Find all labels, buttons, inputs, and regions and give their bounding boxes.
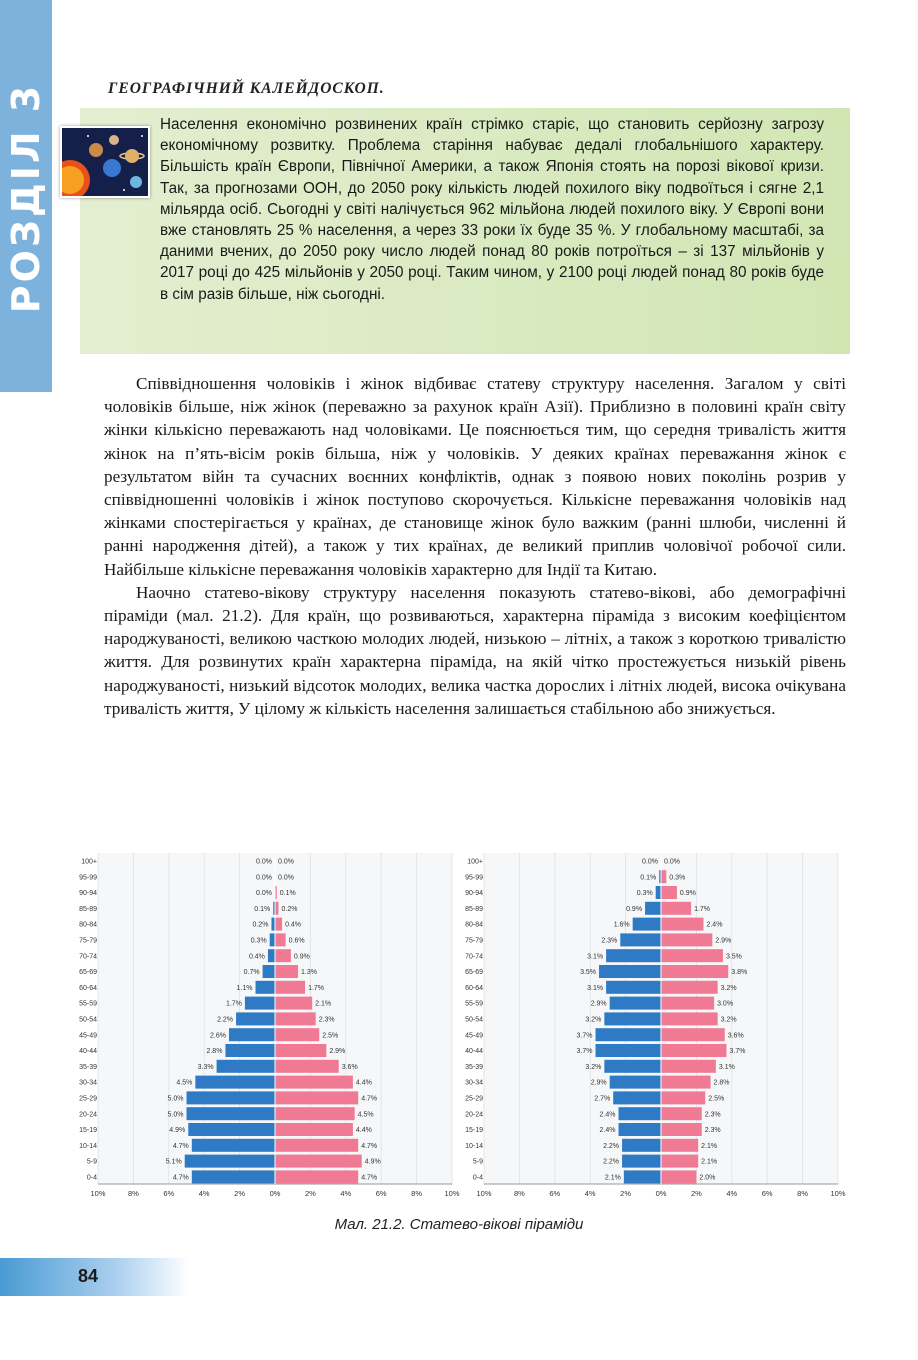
pyramid-1-female-bar	[275, 1012, 316, 1025]
pyramid-1-male-label: 1.7%	[225, 1000, 242, 1008]
pyramid-1-x-tick-label: 2%	[304, 1189, 316, 1198]
pyramid-1-age-label: 90-94	[79, 890, 97, 898]
pyramid-1-male-label: 5.0%	[167, 1095, 184, 1103]
pyramid-1-female-bar	[275, 1091, 358, 1104]
pyramid-1-female-bar	[275, 981, 305, 994]
kaleidoscope-paragraph: Населення економічно розвинених країн стрімко старіє, що становить серйозну загрозу економічному розвитку. Проблема старіння набуває дедалі глобальнішого характеру. Більшість країн Європи, Північної Америки, а також Японія стоять на порозі вікової кризи. Так, за прогнозами ООН, до 2050 року кількість людей похилого віку подвоїться і сягне 2,1 мільярда осіб. Сьогодні у світі налічується 962 мільйона людей похилого віку. У Європі вони вже становлять 25 % населення, а через 33 роки їх буде 35 %. У глобальному масштабі, за даними вчених, до 2050 року число людей понад 80 років потроїться – зі 137 мільйонів у 2017 році до 425 мільйонів у 2050 році. Таким чином, у 2100 році людей понад 80 років буде в сім разів більше, ніж сьогодні.	[160, 116, 824, 303]
pyramid-2-male-label: 0.9%	[626, 905, 643, 913]
pyramid-2-male-bar	[620, 933, 661, 946]
pyramid-1-female-label: 3.6%	[341, 1063, 358, 1071]
pyramid-1-female-bar	[275, 933, 286, 946]
pyramid-2-age-label: 70-74	[465, 953, 483, 961]
pyramid-1-age-label: 15-19	[79, 1127, 97, 1135]
pyramid-2-x-tick-label: 2%	[620, 1189, 632, 1198]
pyramid-1-x-tick-label: 6%	[375, 1189, 387, 1198]
pyramid-2-male-bar	[599, 965, 661, 978]
pyramid-1-age-label: 0-4	[86, 1174, 97, 1182]
pyramid-1-male-label: 0.3%	[250, 937, 267, 945]
pyramid-1-age-label: 85-89	[79, 905, 97, 913]
pyramid-2-female-bar	[661, 1060, 716, 1073]
pyramid-2-male-label: 3.1%	[587, 953, 604, 961]
pyramid-1-female-bar	[275, 1107, 355, 1120]
pyramid-1-x-tick-label: 10%	[90, 1189, 106, 1198]
pyramid-2-age-label: 85-89	[465, 905, 483, 913]
pyramid-1-male-bar	[268, 949, 275, 962]
pyramid-2-female-bar	[661, 1044, 726, 1057]
pyramid-1-male-label: 0.7%	[243, 969, 260, 977]
pyramid-2-female-bar	[661, 1012, 718, 1025]
pyramid-1-age-label: 100+	[81, 858, 97, 866]
pyramid-1-male-bar	[256, 981, 275, 994]
pyramid-1-age-label: 40-44	[79, 1048, 97, 1056]
pyramid-2-female-label: 3.8%	[731, 969, 748, 977]
paragraph-1: Співвідношення чоловіків і жінок відбиває статеву структуру населення. Загалом у світі чоловіків більше, ніж жінок (переважно за рахунок країн Азії). Приблизно в половині країн світу жінки кількісно переважають над чоловіками. Це пояснюється тим, що середня тривалість життя жінок на п’ять-вісім років більша, ніж у чоловіків. У деяких країнах переважання жінок є результатом війн та сучасних воєнних конфліктів, однак з появою нових поколінь розрив у співвідношенні чоловіків і жінок поступово скорочується. Кількісне переважання чоловіків над жінками спостерігається у країнах, де становище жінок було важким (ранні шлюби, численні й ранні народження дітей), а також у тих країнах, де великий приплив чоловічої робочої сили. Найбільше кількісне переважання чоловіків характерно для Індії та Китаю.	[104, 374, 846, 579]
pyramid-2-female-label: 2.1%	[701, 1158, 718, 1166]
pyramid-2-male-bar	[613, 1091, 661, 1104]
pyramid-2-male-label: 0.0%	[642, 858, 658, 866]
pyramid-1-age-label: 95-99	[79, 874, 97, 882]
pyramid-1-female-label: 4.5%	[357, 1111, 374, 1119]
pyramid-2-female-bar	[661, 886, 677, 899]
pyramid-2-female-label: 3.7%	[729, 1048, 746, 1056]
pyramid-2-male-bar	[604, 1060, 661, 1073]
pyramid-2-male-label: 3.7%	[576, 1048, 593, 1056]
pyramid-1-age-label: 55-59	[79, 1000, 97, 1008]
pyramid-1-male-bar	[225, 1044, 275, 1057]
pyramid-1-age-label: 10-14	[79, 1142, 97, 1150]
main-text	[104, 372, 846, 720]
pyramid-1-male-bar	[229, 1028, 275, 1041]
pyramid-2-male-label: 2.1%	[604, 1174, 621, 1182]
pyramid-2-male-label: 2.2%	[603, 1158, 620, 1166]
pyramid-2-male-label: 1.6%	[613, 921, 630, 929]
pyramid-1-male-label: 4.9%	[169, 1127, 186, 1135]
pyramid-1-male-label: 0.0%	[256, 858, 272, 866]
pyramid-2-female-bar	[661, 918, 703, 931]
pyramid-1-male-label: 5.1%	[165, 1158, 182, 1166]
pyramid-1-male-bar	[192, 1170, 275, 1183]
pyramid-2-male-label: 0.3%	[636, 890, 653, 898]
pyramid-1-male-bar	[217, 1060, 275, 1073]
pyramid-1-female-bar	[275, 997, 312, 1010]
pyramid-2-male-bar	[619, 1107, 661, 1120]
pyramid-1-age-label: 50-54	[79, 1016, 97, 1024]
pyramid-1-female-label: 0.0%	[278, 874, 294, 882]
pyramid-2-male-label: 2.9%	[590, 1079, 607, 1087]
pyramid-2-female-label: 3.0%	[717, 1000, 734, 1008]
pyramid-1-male-bar	[195, 1076, 275, 1089]
pyramid-2-female-bar	[661, 902, 691, 915]
pyramid-2-female-label: 0.3%	[669, 874, 686, 882]
pyramid-1-male-bar	[192, 1139, 275, 1152]
pyramid-1-female-bar	[275, 918, 282, 931]
pyramid-2-female-label: 0.9%	[679, 890, 696, 898]
pyramid-1-age-label: 25-29	[79, 1095, 97, 1103]
figure-caption: Мал. 21.2. Статево-вікові піраміди	[334, 1216, 584, 1233]
pyramid-2-female-bar	[661, 1155, 698, 1168]
kaleidoscope-text	[160, 114, 824, 305]
pyramid-1-female-label: 0.1%	[279, 890, 296, 898]
pyramid-2-female-bar	[661, 1170, 696, 1183]
pyramid-1-male-label: 0.1%	[254, 905, 271, 913]
pyramid-2-female-bar	[661, 949, 723, 962]
pyramid-1-female-bar	[275, 1170, 358, 1183]
pyramid-2-male-label: 3.2%	[585, 1063, 602, 1071]
pyramid-2-male-bar	[624, 1170, 661, 1183]
pyramid-2-male-label: 3.1%	[587, 984, 604, 992]
pyramid-2-male-label: 2.3%	[601, 937, 618, 945]
pyramid-2-female-label: 2.9%	[715, 937, 732, 945]
pyramid-2-age-label: 90-94	[465, 890, 483, 898]
pyramid-1-male-label: 0.4%	[248, 953, 265, 961]
pyramid-1-female-bar	[275, 1028, 319, 1041]
pyramid-1-male-label: 0.0%	[256, 874, 272, 882]
pyramid-1-male-label: 3.3%	[197, 1063, 214, 1071]
pyramid-2-male-bar	[610, 1076, 661, 1089]
pyramid-2-female-bar	[661, 870, 666, 883]
pyramid-1-male-label: 2.2%	[217, 1016, 234, 1024]
pyramid-2-male-bar	[619, 1123, 661, 1136]
pyramids-chart	[76, 852, 852, 1202]
pyramid-1-age-label: 80-84	[79, 921, 97, 929]
pyramid-2-female-label: 2.1%	[701, 1142, 718, 1150]
pyramid-2-female-label: 1.7%	[694, 905, 711, 913]
pyramid-2-age-label: 40-44	[465, 1048, 483, 1056]
pyramid-1-female-label: 4.7%	[361, 1095, 378, 1103]
pyramid-2-male-label: 3.5%	[580, 969, 597, 977]
pyramid-1-female-label: 0.2%	[281, 905, 298, 913]
pyramid-2-age-label: 75-79	[465, 937, 483, 945]
pyramid-2-x-tick-label: 8%	[513, 1189, 525, 1198]
pyramid-2-age-label: 25-29	[465, 1095, 483, 1103]
pyramid-1-male-bar	[236, 1012, 275, 1025]
pyramid-1-x-tick-label: 6%	[163, 1189, 175, 1198]
pyramid-2-age-label: 35-39	[465, 1063, 483, 1071]
pyramid-1-female-bar	[275, 965, 298, 978]
pyramid-1-male-label: 2.8%	[206, 1048, 223, 1056]
pyramid-2-male-bar	[596, 1044, 661, 1057]
pyramid-1-female-label: 4.4%	[355, 1127, 372, 1135]
pyramid-2-female-bar	[661, 1107, 702, 1120]
pyramid-2-male-label: 0.1%	[640, 874, 657, 882]
pyramid-1-male-label: 1.1%	[236, 984, 253, 992]
pyramid-1-female-label: 4.4%	[355, 1079, 372, 1087]
pyramid-1-male-bar	[187, 1107, 276, 1120]
pyramid-2-age-label: 55-59	[465, 1000, 483, 1008]
pyramid-1-female-label: 4.7%	[361, 1174, 378, 1182]
pyramid-2-female-bar	[661, 965, 728, 978]
pyramid-1-x-tick-label: 8%	[127, 1189, 139, 1198]
pyramid-2-male-bar	[622, 1139, 661, 1152]
pyramid-2-male-bar	[610, 997, 661, 1010]
pyramid-1-female-label: 1.3%	[301, 969, 317, 977]
pyramid-2-female-label: 2.3%	[704, 1127, 721, 1135]
pyramid-2-female-bar	[661, 1076, 711, 1089]
pyramid-2-male-label: 2.4%	[599, 1111, 616, 1119]
pyramid-2-x-tick-label: 6%	[549, 1189, 561, 1198]
pyramid-1-age-label: 35-39	[79, 1063, 97, 1071]
pyramid-2-age-label: 45-49	[465, 1032, 483, 1040]
pyramid-2-age-label: 65-69	[465, 969, 483, 977]
pyramid-1-female-bar	[275, 1155, 362, 1168]
pyramid-2-male-bar	[606, 981, 661, 994]
pyramid-2-age-label: 15-19	[465, 1127, 483, 1135]
pyramid-1-age-label: 70-74	[79, 953, 97, 961]
pyramid-2-male-label: 2.7%	[594, 1095, 611, 1103]
pyramid-1-age-label: 5-9	[86, 1158, 97, 1166]
pyramid-1-female-bar	[275, 949, 291, 962]
pyramid-1-female-label: 2.9%	[329, 1048, 346, 1056]
pyramid-2-male-label: 3.2%	[585, 1016, 602, 1024]
pyramid-2-age-label: 50-54	[465, 1016, 483, 1024]
pyramid-1-age-label: 75-79	[79, 937, 97, 945]
pyramid-1-female-bar	[275, 1044, 326, 1057]
pyramid-2-female-bar	[661, 997, 714, 1010]
pyramid-2-age-label: 100+	[467, 858, 483, 866]
pyramid-2-male-label: 3.7%	[576, 1032, 593, 1040]
pyramid-1-female-label: 0.4%	[285, 921, 302, 929]
pyramid-1-age-label: 65-69	[79, 969, 97, 977]
chapter-label: РОЗДІЛ 3	[4, 82, 48, 314]
pyramid-1-female-bar	[275, 1123, 353, 1136]
pyramid-2-age-label: 10-14	[465, 1142, 483, 1150]
pyramid-1-male-label: 2.6%	[210, 1032, 226, 1040]
pyramid-2-age-label: 5-9	[472, 1158, 483, 1166]
pyramid-2-age-label: 20-24	[465, 1111, 483, 1119]
pyramid-1-male-bar	[263, 965, 275, 978]
paragraph-2: Наочно статево-вікову структуру населення показують статево-вікові, або демографічні піраміди (мал. 21.2). Для країн, що розвиваються, характерна піраміда з високим коефіцієнтом народжуваності, великою часткою молодих людей, низькою – літніх, а також з короткою тривалістю життя. Для розвинутих країн характерна піраміда, на якій чітко простежується низькій рівень народжуваності, низький відсоток молодих, велика частка дорослих і літніх людей, висока очікувана тривалість життя, У цілому ж кількість населення залишається стабільною або знижується.	[104, 582, 846, 718]
pyramid-1-female-bar	[275, 902, 279, 915]
pyramid-1-male-bar	[185, 1155, 275, 1168]
pyramid-2-male-bar	[633, 918, 661, 931]
pyramid-2-age-label: 0-4	[472, 1174, 483, 1182]
pyramid-1-male-label: 4.5%	[176, 1079, 193, 1087]
pyramid-2-x-tick-label: 10%	[830, 1189, 846, 1198]
pyramid-1-female-label: 2.1%	[315, 1000, 332, 1008]
pyramid-1-male-label: 4.7%	[172, 1142, 189, 1150]
pyramid-1-male-label: 0.2%	[252, 921, 269, 929]
pyramid-2-x-tick-label: 2%	[690, 1189, 702, 1198]
pyramid-2-male-bar	[622, 1155, 661, 1168]
pyramid-2-male-bar	[604, 1012, 661, 1025]
pyramid-2-female-bar	[661, 1091, 705, 1104]
pyramid-2-male-bar	[596, 1028, 661, 1041]
pyramid-2-male-bar	[606, 949, 661, 962]
pyramid-2-female-bar	[661, 1139, 698, 1152]
pyramid-2-x-tick-label: 6%	[761, 1189, 773, 1198]
pyramid-2-x-tick-label: 10%	[476, 1189, 492, 1198]
pyramid-2-female-label: 3.1%	[718, 1063, 735, 1071]
pyramid-1-female-bar	[275, 1139, 358, 1152]
pyramid-2-female-bar	[661, 933, 712, 946]
pyramid-1-male-bar	[187, 1091, 276, 1104]
pyramid-2-age-label: 60-64	[465, 984, 483, 992]
pyramid-2-female-bar	[661, 1123, 702, 1136]
kaleidoscope-heading: ГЕОГРАФІЧНИЙ КАЛЕЙДОСКОП.	[108, 80, 385, 97]
pyramid-1-female-label: 1.7%	[308, 984, 325, 992]
pyramid-2-x-tick-label: 8%	[797, 1189, 809, 1198]
pyramid-2-female-label: 2.4%	[706, 921, 723, 929]
pyramid-1-female-bar	[275, 1060, 339, 1073]
pyramid-1-female-label: 4.7%	[361, 1142, 378, 1150]
pyramid-1-male-bar	[245, 997, 275, 1010]
pyramid-2-female-bar	[661, 1028, 725, 1041]
pyramid-2-age-label: 30-34	[465, 1079, 483, 1087]
pyramid-2-x-tick-label: 4%	[584, 1189, 596, 1198]
pyramid-2-female-label: 2.5%	[708, 1095, 725, 1103]
pyramid-1-age-label: 20-24	[79, 1111, 97, 1119]
pyramid-2-x-tick-label: 0%	[655, 1189, 667, 1198]
chapter-side-tab	[0, 0, 52, 392]
pyramid-2-female-label: 2.0%	[699, 1174, 716, 1182]
pyramid-2-male-bar	[656, 886, 661, 899]
pyramid-1-female-bar	[275, 1076, 353, 1089]
page-number: 84	[78, 1266, 99, 1286]
pyramid-2-male-label: 2.9%	[590, 1000, 607, 1008]
pyramid-1-female-label: 0.6%	[288, 937, 305, 945]
pyramid-1-female-label: 4.9%	[364, 1158, 381, 1166]
pyramid-1-age-label: 30-34	[79, 1079, 97, 1087]
planets-image	[60, 126, 150, 198]
pyramid-2-female-label: 0.0%	[664, 858, 680, 866]
pyramid-1-male-label: 5.0%	[167, 1111, 184, 1119]
pyramid-1-x-tick-label: 8%	[411, 1189, 423, 1198]
pyramid-2-male-label: 2.4%	[599, 1127, 616, 1135]
pyramid-2-x-tick-label: 4%	[726, 1189, 738, 1198]
pyramid-1-female-label: 2.3%	[318, 1016, 335, 1024]
pyramid-1-x-tick-label: 4%	[340, 1189, 352, 1198]
pyramid-2-female-label: 3.2%	[720, 984, 737, 992]
pyramid-1-age-label: 60-64	[79, 984, 97, 992]
pyramid-1-male-label: 4.7%	[172, 1174, 189, 1182]
pyramid-2-age-label: 95-99	[465, 874, 483, 882]
pyramid-2-female-label: 3.6%	[727, 1032, 744, 1040]
population-pyramids-figure	[76, 852, 852, 1202]
pyramid-1-x-tick-label: 0%	[269, 1189, 281, 1198]
pyramid-1-x-tick-label: 4%	[198, 1189, 210, 1198]
pyramid-1-female-label: 0.0%	[278, 858, 294, 866]
pyramid-2-female-label: 2.3%	[704, 1111, 721, 1119]
pyramid-1-male-bar	[188, 1123, 275, 1136]
pyramid-2-female-label: 3.5%	[725, 953, 742, 961]
pyramid-1-female-label: 0.9%	[293, 953, 310, 961]
pyramid-1-age-label: 45-49	[79, 1032, 97, 1040]
pyramid-1-x-tick-label: 2%	[234, 1189, 246, 1198]
pyramid-2-male-bar	[645, 902, 661, 915]
planets-icon	[62, 128, 148, 196]
pyramid-2-female-label: 3.2%	[720, 1016, 737, 1024]
pyramid-1-male-bar	[270, 933, 275, 946]
pyramid-2-age-label: 80-84	[465, 921, 483, 929]
pyramid-2-female-bar	[661, 981, 718, 994]
pyramid-2-male-label: 2.2%	[603, 1142, 620, 1150]
pyramid-1-male-bar	[271, 918, 275, 931]
pyramid-1-female-label: 2.5%	[322, 1032, 339, 1040]
pyramid-1-x-tick-label: 10%	[444, 1189, 460, 1198]
pyramid-2-female-label: 2.8%	[713, 1079, 730, 1087]
pyramid-1-male-label: 0.0%	[256, 890, 272, 898]
